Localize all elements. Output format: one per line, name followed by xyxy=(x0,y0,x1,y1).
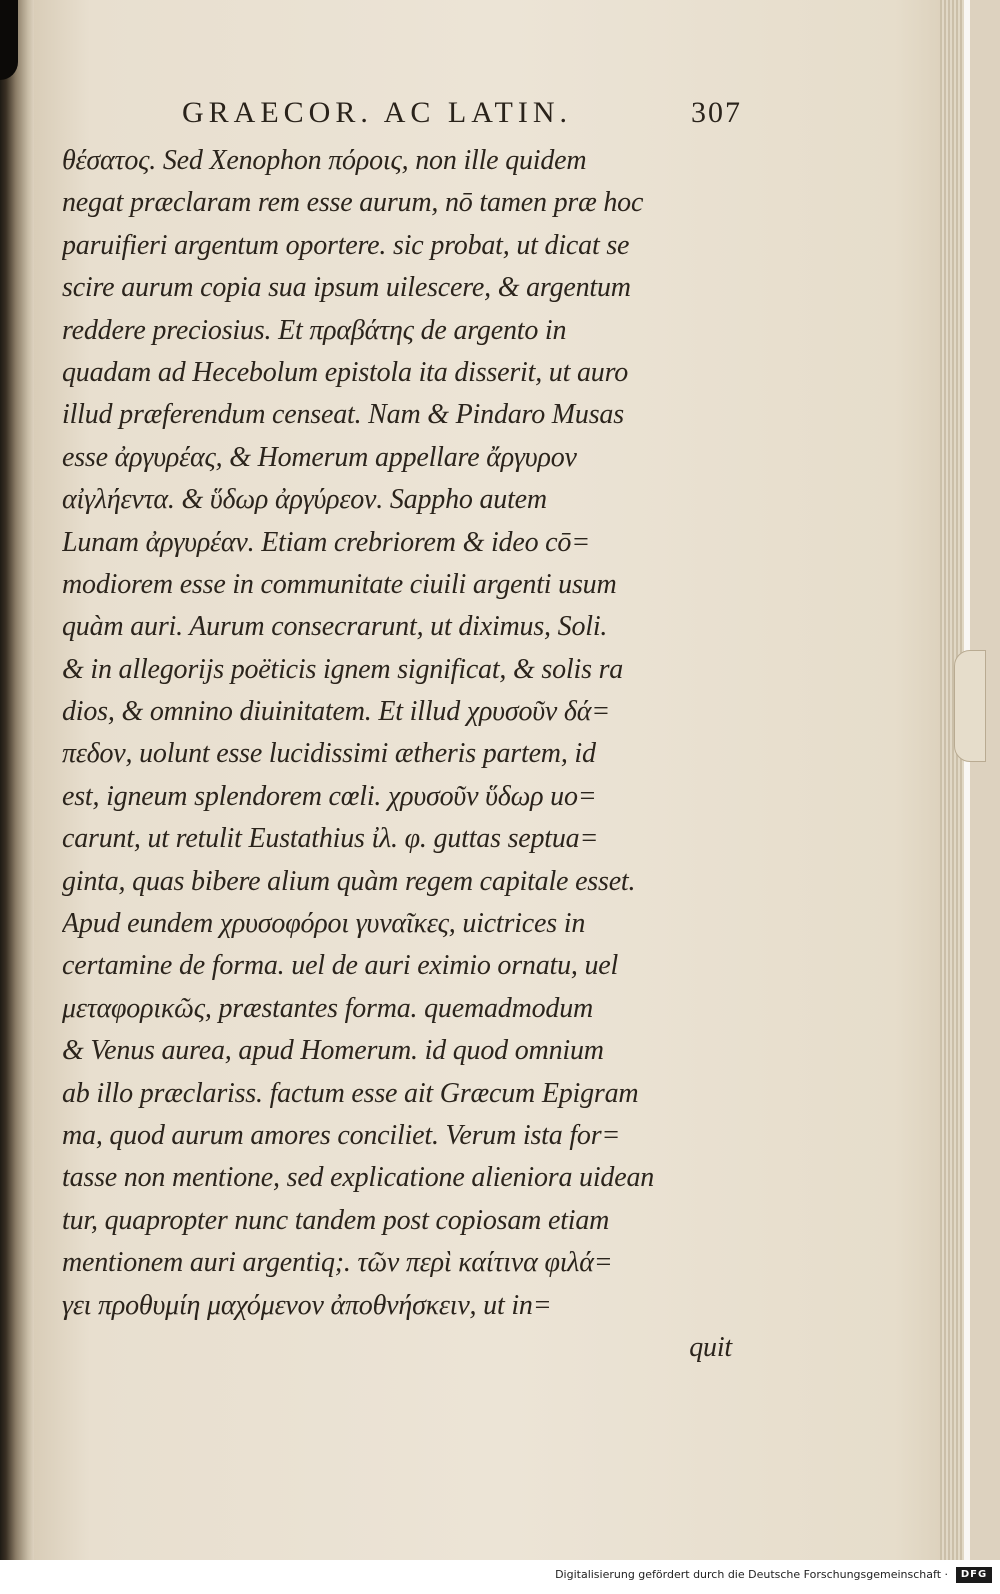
text-line: tasse non mentione, sed explicatione alieniora uidean xyxy=(62,1162,655,1194)
digitization-credit: Digitalisierung gefördert durch die Deutsche Forschungsgemeinschaft · xyxy=(555,1568,948,1581)
binding-shadow xyxy=(0,0,18,80)
text-line: modiorem esse in communitate ciuili argenti usum xyxy=(62,568,617,600)
text-line: illud præferendum censeat. Nam & Pindaro Musas xyxy=(62,399,624,431)
text-line: reddere preciosius. Et πραβάτης de argento in xyxy=(62,314,567,346)
text-line: scire aurum copia sua ipsum uilescere, & argentum xyxy=(62,272,631,304)
text-line: mentionem auri argentiq;. τῶν περὶ καίτινα φιλά= xyxy=(62,1247,613,1279)
running-head xyxy=(182,96,742,136)
text-line: negat præclaram rem esse aurum, nō tamen præ hoc xyxy=(62,187,644,219)
text-line: ginta, quas bibere alium quàm regem capitale esset. xyxy=(62,865,636,897)
text-line: carunt, ut retulit Eustathius ἰλ. φ. guttas septua= xyxy=(62,823,599,855)
text-line: & Venus aurea, apud Homerum. id quod omnium xyxy=(62,1035,604,1067)
text-line: Lunam ἀργυρέαν. Etiam crebriorem & ideo cō= xyxy=(62,526,590,558)
running-head-title: GRAECOR. AC LATIN. xyxy=(182,96,573,129)
text-line: Apud eundem χρυσοφόροι γυναῖκες, uictrices in xyxy=(62,908,586,940)
text-line: est, igneum splendorem cœli. χρυσοῦν ὕδωρ uo= xyxy=(62,780,597,812)
text-line: tur, quapropter nunc tandem post copiosam etiam xyxy=(62,1204,610,1236)
footer-bar xyxy=(0,1560,1000,1594)
text-line: γει προθυμίη μαχόμενον ἀποθνήσκειν, ut in= xyxy=(62,1289,552,1321)
book-gutter xyxy=(0,0,34,1560)
text-line: quadam ad Hecebolum epistola ita disserit, ut auro xyxy=(62,356,629,388)
text-line: μεταφορικῶς, præstantes forma. quemadmodum xyxy=(62,992,594,1024)
text-line: & in allegorijs poëticis ignem significat, & solis ra xyxy=(62,653,624,685)
catchword: quit xyxy=(689,1331,732,1363)
text-line: ab illo præclariss. factum esse ait Græcum Epigram xyxy=(62,1077,639,1109)
page-tab-marker xyxy=(954,650,986,762)
page-edges xyxy=(940,0,970,1560)
text-line: quàm auri. Aurum consecrarunt, ut diximus, Soli. xyxy=(62,611,608,643)
body-text xyxy=(62,140,742,1369)
text-line: πεδον, uolunt esse lucidissimi ætheris partem, id xyxy=(62,738,596,770)
text-line: ma, quod aurum amores conciliet. Verum ista for= xyxy=(62,1119,621,1151)
dfg-logo: DFG xyxy=(956,1567,992,1583)
text-line: certamine de forma. uel de auri eximio ornatu, uel xyxy=(62,950,619,982)
text-line: paruifieri argentum oportere. sic probat, ut dicat se xyxy=(62,229,630,261)
text-line: esse ἀργυρέας, & Homerum appellare ἄργυρον xyxy=(62,441,577,473)
text-line: αἰγλήεντα. & ὕδωρ ἀργύρεον. Sappho autem xyxy=(62,484,547,516)
text-line: θέσατος. Sed Xenophon πόροις, non ille quidem xyxy=(62,145,587,176)
page-number: 307 xyxy=(691,96,742,129)
text-line: dios, & omnino diuinitatem. Et illud χρυσοῦν δά= xyxy=(62,696,610,728)
